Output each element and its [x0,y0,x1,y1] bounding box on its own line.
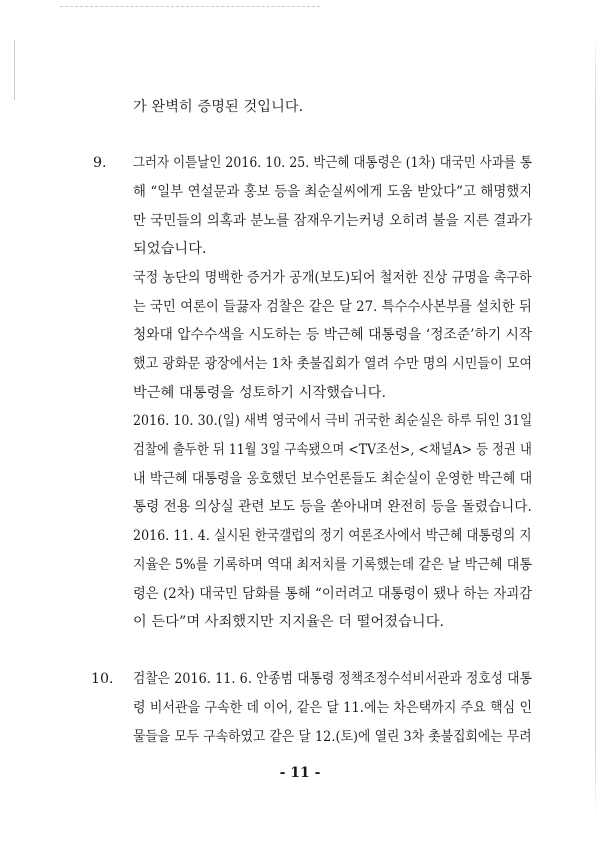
scan-artifact-top [60,6,320,8]
item9-p3-line4: 통령 전용 의상실 관련 보도 등을 쏟아내며 완전히 등을 돌렸습니다. [133,499,532,515]
item9-p3-line3: 내 박근혜 대통령을 옹호했던 보수언론들도 최순실이 운영한 박근혜 대 [133,471,533,487]
item9-p4-line3: 령은 (2차) 대국민 담화를 통해 “이러려고 대통령이 됐나 하는 자괴감 [133,586,533,602]
item9-p1-line1: 그러자 이튿날인 2016. 10. 25. 박근혜 대통령은 (1차) 대국민 사과를 통 [133,155,533,171]
item9-p2-line2: 는 국민 여론이 들끓자 검찰은 같은 달 27. 특수수사본부를 설치한 뒤 [133,299,532,315]
item9-p2-line3: 청와대 압수수색을 시도하는 등 박근혜 대통령을 ‘정조준’하기 시작 [133,327,533,343]
item9-p2-line5: 박근혜 대통령을 성토하기 시작했습니다. [133,385,387,401]
item9-p4-line2: 지율은 5%를 기록하며 역대 최저치를 기록했는데 같은 날 박근혜 대통 [133,557,532,573]
item10-p1-line1: 검찰은 2016. 11. 6. 안종범 대통령 정책조정수석비서관과 정호성 대통 [133,671,532,687]
page-number: - 11 - [279,765,321,781]
item9-p4-line1: 2016. 11. 4. 실시된 한국갤럽의 정기 여론조사에서 박근혜 대통령의 지 [133,528,532,544]
item10-p1-line2: 령 비서관을 구속한 데 이어, 같은 달 11.에는 차은택까지 주요 핵심 인 [133,700,533,716]
item9-p1-line2: 해 “일부 연설문과 홍보 등을 최순실씨에게 도움 받았다”고 해명했지 [133,184,533,200]
item9-p3-line2: 검찰에 출두한 뒤 11월 3일 구속됐으며 <TV조선>, <채널A> 등 정권 내 [133,442,533,458]
item-number-9: 9. [93,155,107,171]
scan-artifact-left [14,40,15,100]
item9-p2-line4: 했고 광화문 광장에서는 1차 촛불집회가 열려 수만 명의 시민들이 모여 [133,356,533,372]
item9-p4-line4: 이 든다”며 사죄했지만 지지율은 더 떨어졌습니다. [133,614,445,630]
item9-p2-line1: 국정 농단의 명백한 증거가 공개(보도)되어 철저한 진상 규명을 촉구하 [133,270,532,286]
item9-p1-line4: 되었습니다. [133,241,207,257]
item-number-10: 10. [91,671,114,687]
item9-p3-line1: 2016. 10. 30.(일) 새벽 영국에서 극비 귀국한 최순실은 하루 뒤인 31일 [133,413,533,429]
item9-p1-line3: 만 국민들의 의혹과 분노를 잠재우기는커녕 오히려 불을 지른 결과가 [133,213,533,229]
intro-line: 가 완벽히 증명된 것입니다. [133,99,304,115]
scan-artifact-right [595,30,596,820]
item10-p1-line3: 물들을 모두 구속하였고 같은 달 12.(토)에 열린 3차 촛불집회에는 무려 [133,729,532,745]
